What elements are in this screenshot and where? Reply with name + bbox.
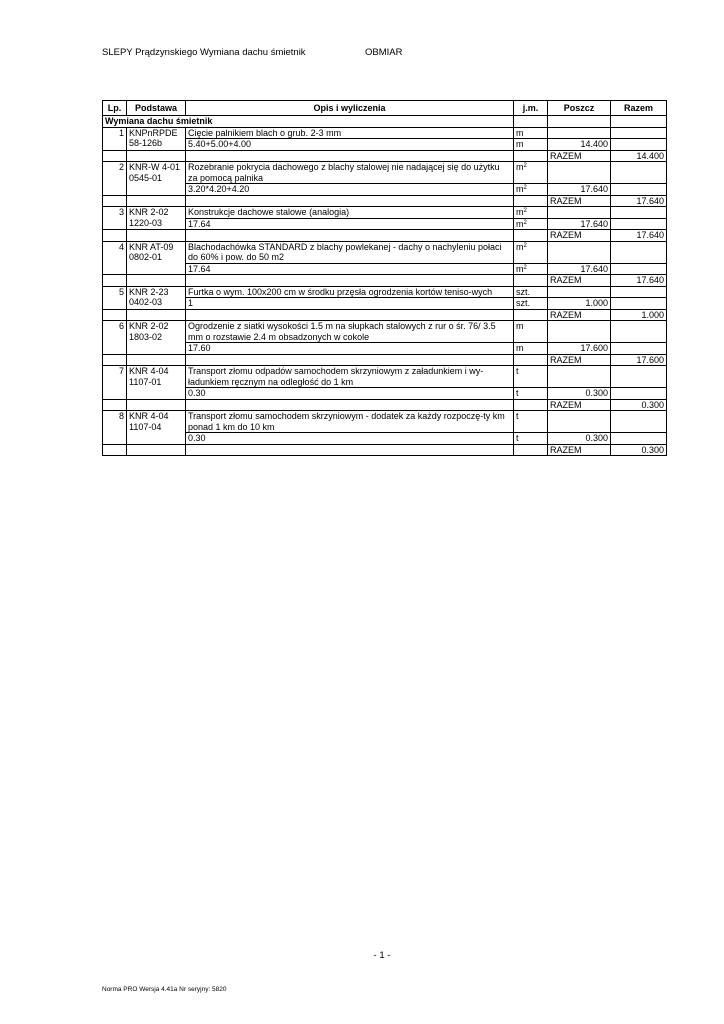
razem-value: 0.300	[611, 399, 667, 411]
item-jm-calc: $m^2$	[514, 263, 548, 275]
razem-jm-blank	[514, 150, 548, 162]
column-header-poszcz: Poszcz	[548, 101, 611, 116]
item-razem-blank	[611, 184, 667, 196]
razem-jm-blank	[514, 399, 548, 411]
item-razem-empty	[611, 366, 667, 388]
item-opis: Konstrukcje dachowe stalowe (analogia)	[186, 207, 514, 219]
item-opis: Transport złomu samochodem skrzyniowym - dodatek za każdy rozpoczę-ty km ponad 1 km do 10 km	[186, 411, 514, 433]
razem-podstawa-blank	[127, 354, 186, 366]
item-razem-blank	[611, 433, 667, 445]
razem-value: 1.000	[611, 309, 667, 321]
item-jm-calc: m	[514, 343, 548, 355]
item-razem-blank	[611, 388, 667, 400]
column-header-jm: j.m.	[514, 101, 548, 116]
item-jm: $m^2$	[514, 162, 548, 184]
item-wyliczenie: 3.20*4.20+4.20	[186, 184, 514, 196]
item-jm: t	[514, 411, 548, 433]
razem-lp-blank	[103, 230, 127, 242]
table-header-row	[103, 101, 667, 116]
item-poszcz: 1.000	[548, 298, 611, 310]
item-razem-blank	[611, 263, 667, 275]
razem-row	[103, 150, 667, 162]
item-podstawa: KNR 4-04 1107-04	[127, 411, 186, 445]
razem-row	[103, 195, 667, 207]
razem-jm-blank	[514, 195, 548, 207]
column-header-razem: Razem	[611, 101, 667, 116]
item-poszcz-empty	[548, 286, 611, 298]
section-row	[103, 116, 667, 128]
razem-jm-blank	[514, 275, 548, 287]
item-jm-calc: szt.	[514, 298, 548, 310]
item-poszcz: 0.300	[548, 388, 611, 400]
item-lp: 4	[103, 241, 127, 275]
razem-label: RAZEM	[548, 444, 611, 456]
razem-row	[103, 230, 667, 242]
razem-lp-blank	[103, 444, 127, 456]
razem-value: 17.640	[611, 275, 667, 287]
item-poszcz-empty	[548, 411, 611, 433]
razem-row	[103, 354, 667, 366]
item-lp: 8	[103, 411, 127, 445]
table-row-calc	[103, 388, 667, 400]
razem-podstawa-blank	[127, 399, 186, 411]
razem-label: RAZEM	[548, 354, 611, 366]
razem-label: RAZEM	[548, 275, 611, 287]
page-number: - 1 -	[373, 950, 391, 961]
column-header-podstawa: Podstawa	[127, 101, 186, 116]
table-row-calc	[103, 139, 667, 151]
item-razem-blank	[611, 139, 667, 151]
item-razem-empty	[611, 321, 667, 343]
item-razem-blank	[611, 298, 667, 310]
item-podstawa: KNR AT-09 0802-01	[127, 241, 186, 275]
razem-lp-blank	[103, 354, 127, 366]
table-row	[103, 366, 667, 388]
item-poszcz-empty	[548, 241, 611, 263]
table-row-calc	[103, 433, 667, 445]
item-podstawa: KNR 2-02 1803-02	[127, 321, 186, 355]
razem-label: RAZEM	[548, 309, 611, 321]
razem-lp-blank	[103, 399, 127, 411]
table-row	[103, 411, 667, 433]
item-jm: t	[514, 366, 548, 388]
razem-lp-blank	[103, 309, 127, 321]
razem-label: RAZEM	[548, 195, 611, 207]
razem-value: 14.400	[611, 150, 667, 162]
item-lp: 1	[103, 127, 127, 150]
item-wyliczenie: 0.30	[186, 433, 514, 445]
razem-opis-blank	[186, 444, 514, 456]
item-razem-empty	[611, 241, 667, 263]
razem-opis-blank	[186, 230, 514, 242]
item-poszcz-empty	[548, 207, 611, 219]
document-title: SLEPY Prądzynskiego Wymiana dachu śmietnik	[102, 47, 306, 58]
table-row	[103, 127, 667, 139]
item-poszcz-empty	[548, 127, 611, 139]
razem-label: RAZEM	[548, 230, 611, 242]
item-razem-empty	[611, 127, 667, 139]
razem-lp-blank	[103, 195, 127, 207]
razem-opis-blank	[186, 354, 514, 366]
item-poszcz-empty	[548, 162, 611, 184]
razem-opis-blank	[186, 309, 514, 321]
item-podstawa: KNR 4-04 1107-01	[127, 366, 186, 400]
item-jm-calc: m	[514, 139, 548, 151]
item-razem-empty	[611, 207, 667, 219]
item-lp: 3	[103, 207, 127, 230]
item-lp: 5	[103, 286, 127, 309]
razem-jm-blank	[514, 354, 548, 366]
item-opis: Ogrodzenie z siatki wysokości 1.5 m na słupkach stalowych z rur o śr. 76/ 3.5 mm o rozstawie 2.4 m obsadzonych w cokole	[186, 321, 514, 343]
table-row-calc	[103, 298, 667, 310]
item-poszcz: 14.400	[548, 139, 611, 151]
razem-podstawa-blank	[127, 444, 186, 456]
item-poszcz: 17.640	[548, 263, 611, 275]
razem-podstawa-blank	[127, 275, 186, 287]
item-jm-calc: $m^2$	[514, 218, 548, 230]
razem-row	[103, 275, 667, 287]
item-jm-calc: $m^2$	[514, 184, 548, 196]
razem-lp-blank	[103, 275, 127, 287]
table-row-calc	[103, 184, 667, 196]
item-jm-calc: t	[514, 433, 548, 445]
item-opis: Rozebranie pokrycia dachowego z blachy stalowej nie nadającej się do użytku za pomocą palnika	[186, 162, 514, 184]
section-label: OBMIAR	[365, 47, 403, 58]
item-razem-empty	[611, 411, 667, 433]
item-razem-blank	[611, 218, 667, 230]
section-title: Wymiana dachu śmietnik	[103, 116, 514, 128]
razem-lp-blank	[103, 150, 127, 162]
razem-row	[103, 399, 667, 411]
razem-value: 17.640	[611, 230, 667, 242]
item-poszcz-empty	[548, 321, 611, 343]
item-poszcz: 17.640	[548, 218, 611, 230]
razem-podstawa-blank	[127, 309, 186, 321]
footer-text: Norma PRO Wersja 4.41a Nr seryjny: 5820	[102, 986, 227, 993]
razem-opis-blank	[186, 195, 514, 207]
item-podstawa: KNPnRPDE 58-126b	[127, 127, 186, 150]
razem-value: 17.600	[611, 354, 667, 366]
razem-opis-blank	[186, 399, 514, 411]
table-row-calc	[103, 218, 667, 230]
item-jm: m	[514, 321, 548, 343]
item-razem-blank	[611, 343, 667, 355]
item-podstawa: KNR 2-23 0402-03	[127, 286, 186, 309]
item-opis: Transport złomu odpadów samochodem skrzyniowym z załadunkiem i wy-ładunkiem ręcznym na odległość do 1 km	[186, 366, 514, 388]
item-poszcz: 17.600	[548, 343, 611, 355]
item-razem-empty	[611, 286, 667, 298]
item-lp: 2	[103, 162, 127, 196]
razem-jm-blank	[514, 309, 548, 321]
item-opis: Cięcie palnikiem blach o grub. 2-3 mm	[186, 127, 514, 139]
item-podstawa: KNR 2-02 1220-03	[127, 207, 186, 230]
item-wyliczenie: 1	[186, 298, 514, 310]
item-wyliczenie: 17.60	[186, 343, 514, 355]
item-wyliczenie: 5.40+5.00+4.00	[186, 139, 514, 151]
table-row	[103, 286, 667, 298]
item-jm-calc: t	[514, 388, 548, 400]
item-poszcz-empty	[548, 366, 611, 388]
razem-podstawa-blank	[127, 230, 186, 242]
item-lp: 7	[103, 366, 127, 400]
razem-value: 17.640	[611, 195, 667, 207]
razem-podstawa-blank	[127, 150, 186, 162]
table-row	[103, 321, 667, 343]
item-opis: Blachodachówka STANDARD z blachy powlekanej - dachy o nachyleniu połaci do 60% i pow. do 50 m2	[186, 241, 514, 263]
razem-jm-blank	[514, 230, 548, 242]
item-wyliczenie: 0.30	[186, 388, 514, 400]
item-wyliczenie: 17.64	[186, 218, 514, 230]
item-opis: Furtka o wym. 100x200 cm w środku przęsła ogrodzenia kortów teniso-wych	[186, 286, 514, 298]
razem-label: RAZEM	[548, 150, 611, 162]
column-header-lp: Lp.	[103, 101, 127, 116]
obmiar-table	[102, 100, 667, 456]
table-row-calc	[103, 343, 667, 355]
item-poszcz: 0.300	[548, 433, 611, 445]
razem-opis-blank	[186, 150, 514, 162]
table-row	[103, 207, 667, 219]
item-razem-empty	[611, 162, 667, 184]
razem-opis-blank	[186, 275, 514, 287]
table-row-calc	[103, 263, 667, 275]
item-jm: m	[514, 127, 548, 139]
item-poszcz: 17.640	[548, 184, 611, 196]
item-wyliczenie: 17.64	[186, 263, 514, 275]
item-jm: szt.	[514, 286, 548, 298]
item-lp: 6	[103, 321, 127, 355]
razem-row	[103, 309, 667, 321]
razem-row	[103, 444, 667, 456]
razem-podstawa-blank	[127, 195, 186, 207]
item-podstawa: KNR-W 4-01 0545-01	[127, 162, 186, 196]
table-row	[103, 162, 667, 184]
razem-value: 0.300	[611, 444, 667, 456]
item-jm: $m^2$	[514, 241, 548, 263]
razem-label: RAZEM	[548, 399, 611, 411]
razem-jm-blank	[514, 444, 548, 456]
item-jm: $m^2$	[514, 207, 548, 219]
column-header-opis: Opis i wyliczenia	[186, 101, 514, 116]
table-row	[103, 241, 667, 263]
